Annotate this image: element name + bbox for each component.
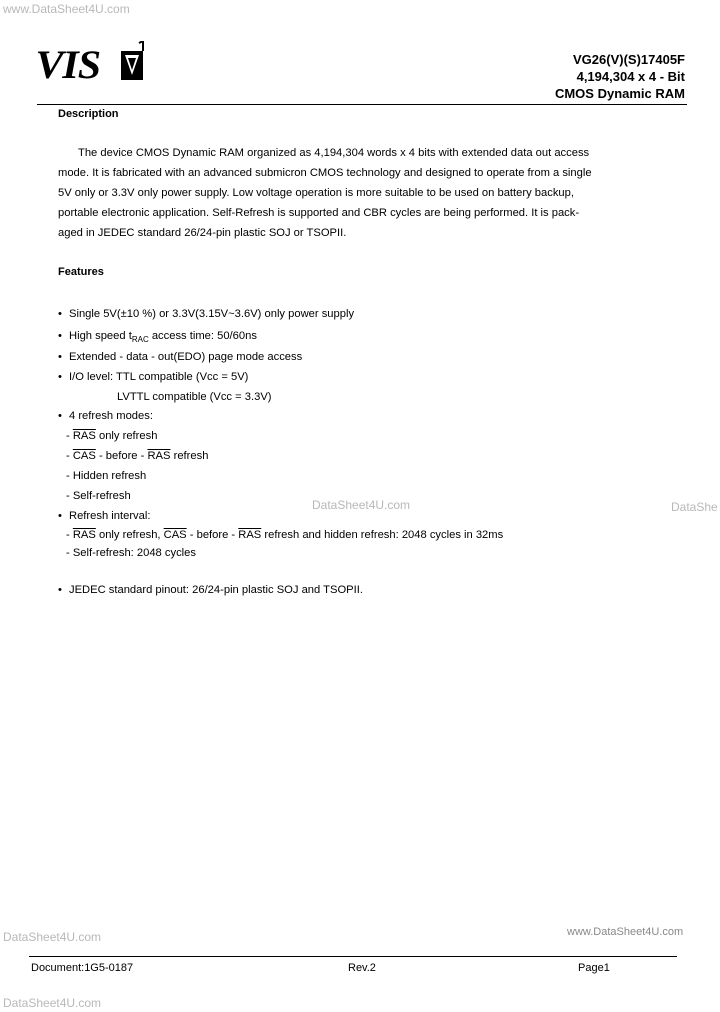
part-number: VG26(V)(S)17405F: [573, 52, 685, 67]
description-line: aged in JEDEC standard 26/24-pin plastic SOJ or TSOPII.: [58, 227, 347, 239]
bullet: •: [58, 584, 62, 596]
description-line: portable electronic application. Self-Refresh is supported and CBR cycles are being performed. It is pack-: [58, 207, 580, 219]
description-line: mode. It is fabricated with an advanced submicron CMOS technology and designed to operate from a single: [58, 167, 592, 179]
device-type: CMOS Dynamic RAM: [554, 86, 685, 101]
watermark-right-edge: DataShe: [671, 500, 718, 514]
feature-refresh-interval: Refresh interval:: [69, 510, 151, 522]
page-number: Page1: [578, 962, 610, 974]
watermark-bottom-left: DataSheet4U.com: [3, 930, 102, 944]
document-number: Document:1G5-0187: [31, 962, 134, 974]
refresh-ras-only: - $\overline{RAS}$ only refresh: [66, 430, 158, 442]
watermark-footer: DataSheet4U.com: [3, 996, 102, 1010]
feature-speed: High speed $t_{RAC}$ access time: 50/60ns: [69, 330, 257, 344]
refresh-hidden: - Hidden refresh: [66, 470, 147, 482]
bullet: •: [58, 308, 62, 320]
feature-io-lvttl: LVTTL compatible (Vcc = 3.3V): [117, 391, 272, 403]
features-heading: Features: [58, 266, 104, 278]
footer-rule: [29, 956, 677, 957]
bullet: •: [58, 351, 62, 363]
header-rule: [37, 104, 687, 105]
logo-triangle-icon: [119, 41, 149, 83]
bullet: •: [58, 510, 62, 522]
revision: Rev.2: [348, 962, 376, 974]
watermark-bottom-right: www.DataSheet4U.com: [567, 926, 684, 938]
vis-logo: [35, 42, 101, 87]
interval-self: - Self-refresh: 2048 cycles: [66, 547, 196, 559]
description-line: 5V only or 3.3V only power supply. Low voltage operation is more suitable to be used on battery backup,: [58, 187, 574, 199]
feature-refresh-modes: 4 refresh modes:: [69, 410, 153, 422]
refresh-cbr: - $\overline{CAS}$ - before - $\overline{RAS}$ refresh: [66, 450, 209, 462]
bullet: •: [58, 330, 62, 342]
logo-text: VIS: [35, 42, 101, 87]
description-heading: Description: [58, 108, 119, 120]
watermark-top: www.DataSheet4U.com: [3, 2, 130, 16]
description-line: The device CMOS Dynamic RAM organized as 4,194,304 words x 4 bits with extended data out access: [78, 147, 590, 159]
organization: 4,194,304 x 4 - Bit: [576, 69, 685, 84]
feature-edo: Extended - data - out(EDO) page mode access: [69, 351, 303, 363]
interval-detail: - $\overline{RAS}$ only refresh, $\overline{CAS}$ - before - $\overline{RAS}$ refresh and hidden refresh: 2048 cycles in 32ms: [66, 529, 504, 541]
watermark-middle: DataSheet4U.com: [312, 498, 411, 512]
feature-power: Single 5V(±10 %) or 3.3V(3.15V~3.6V) only power supply: [69, 308, 355, 320]
bullet: •: [58, 371, 62, 383]
feature-pinout: JEDEC standard pinout: 26/24-pin plastic SOJ and TSOPII.: [69, 584, 363, 596]
refresh-self: - Self-refresh: [66, 490, 131, 502]
feature-io-ttl: I/O level: TTL compatible (Vcc = 5V): [69, 371, 249, 383]
bullet: •: [58, 410, 62, 422]
